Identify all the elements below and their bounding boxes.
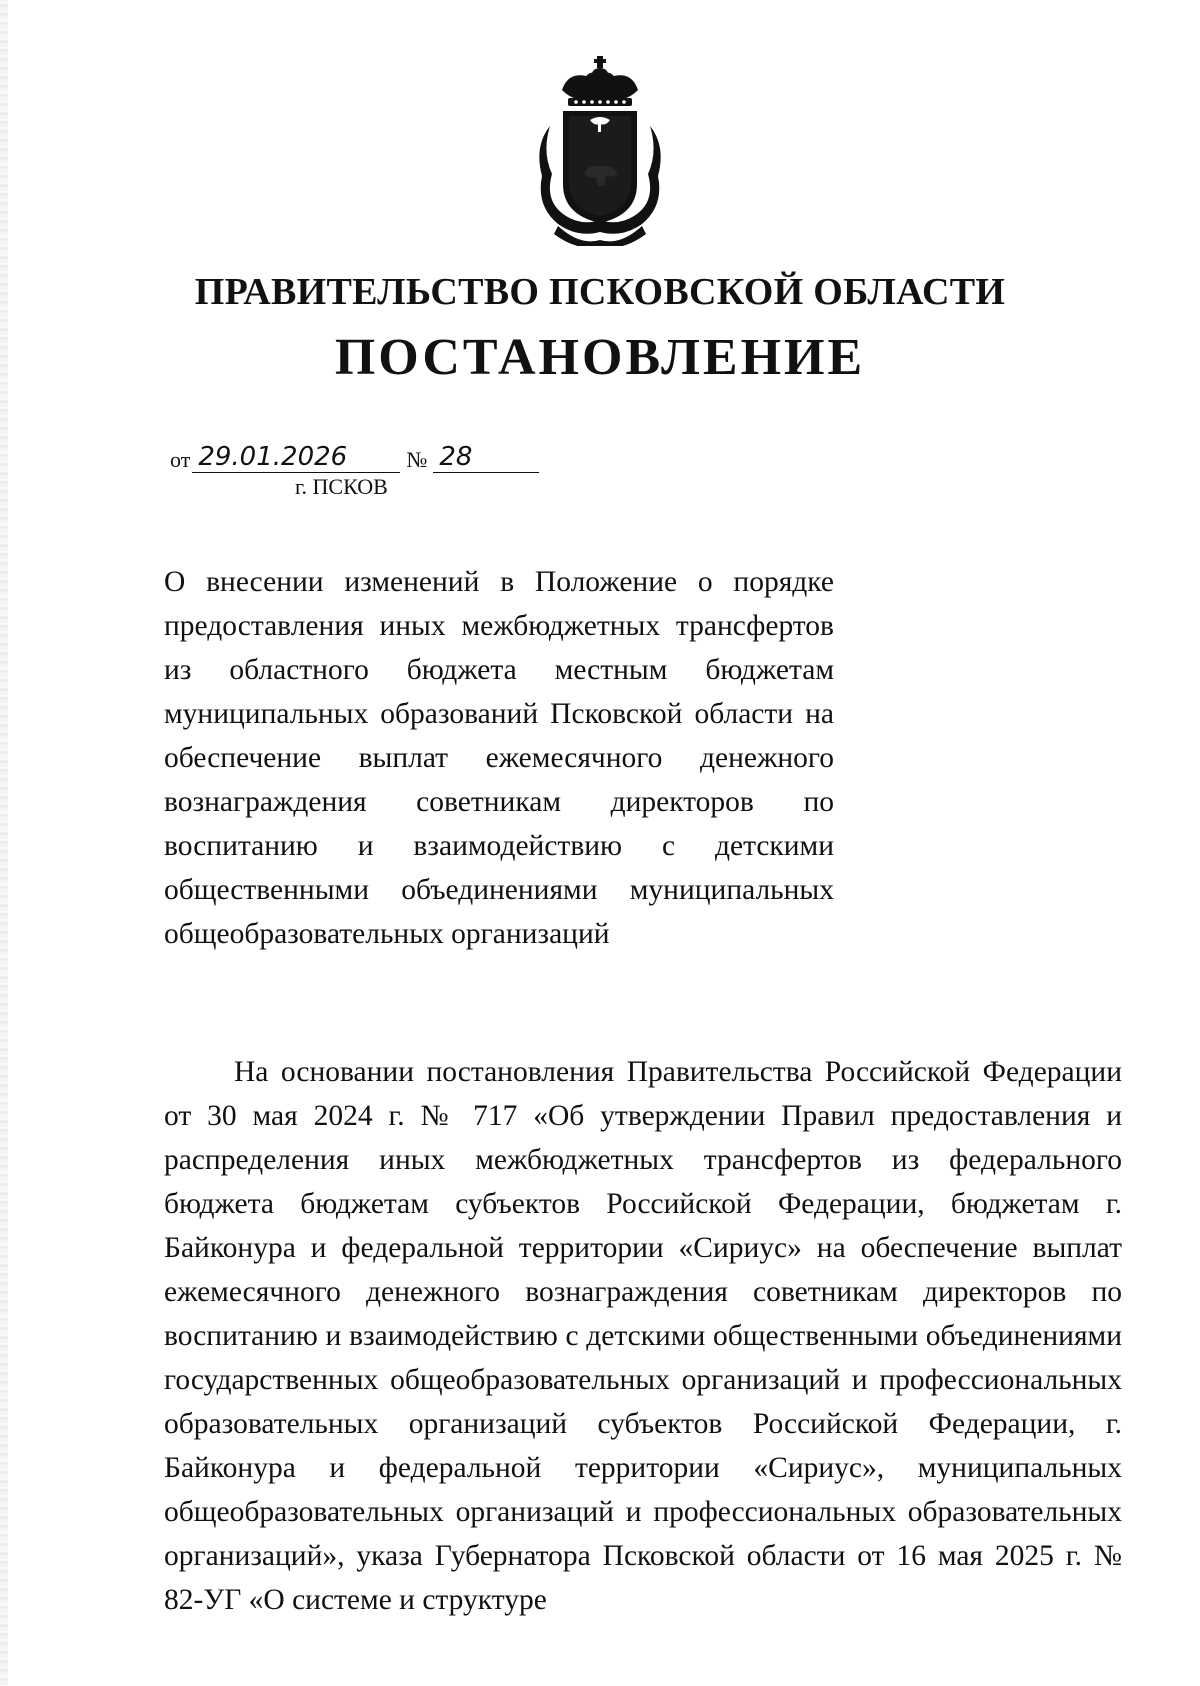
handwritten-number: 28 (433, 442, 539, 473)
date-label: от (170, 447, 191, 472)
document-subject: О внесении изменений в Положение о порядке предоставления иных межбюджетных трансфертов из областного бюджета местным бюджетам муниципальных образований Псковской области на обеспечение выплат ежемесячного денежного вознаграждения советникам директоров по воспитанию и взаимодействию с детскими общественными объединениями муниципальных общеобразовательных организаций (164, 566, 834, 950)
document-type-title: ПОСТАНОВЛЕНИЕ (334, 329, 866, 386)
document-body-paragraph: На основании постановления Правительства Российской Федерации от 30 мая 2024 г. № 717 «Об утверждении Правил предоставления и распределения иных межбюджетных трансфертов из федерального бюджета бюджетам субъектов Российской Федерации, бюджетам г. Байконура и федеральной территории «Сириус» на обеспечение выплат ежемесячного денежного вознаграждения советникам директоров по воспитанию и взаимодействию с детскими общественными объединениями государственных общеобразовательных организаций и профессиональных образовательных организаций субъектов Российской Федерации, г. Байконура и федеральной территории «Сириус», муниципальных общеобразовательных организаций и профессиональных образовательных организаций», указа Губернатора Псковской области от 16 мая 2025 г. № 82-УГ «О системе и структуре (164, 1056, 1122, 1616)
city-label: г. ПСКОВ (295, 474, 388, 499)
coat-of-arms-emblem (528, 56, 672, 246)
scan-edge (0, 0, 8, 1686)
handwritten-date: 29.01.2026 (192, 442, 400, 473)
registration-line (170, 442, 539, 473)
number-label: № (406, 447, 428, 472)
government-name: ПРАВИТЕЛЬСТВО ПСКОВСКОЙ ОБЛАСТИ (194, 271, 1006, 313)
